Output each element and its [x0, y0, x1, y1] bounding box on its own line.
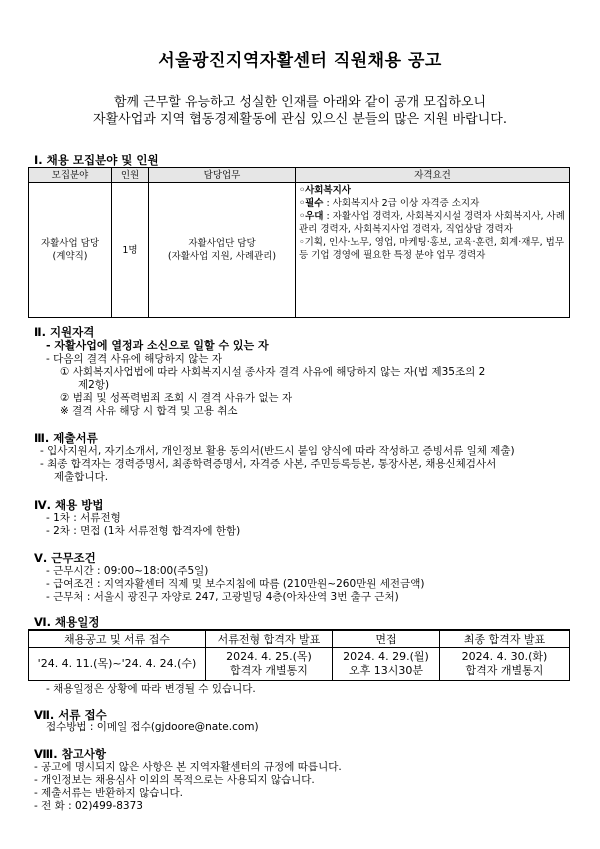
- requirements-cell: [296, 183, 570, 318]
- schedule-header-3: 면접: [333, 630, 440, 648]
- schedule-cell-1: '24. 4. 11.(목)~'24. 4. 24.(수): [29, 648, 206, 681]
- page-title: 서울광진지역자활센터 직원채용 공고: [158, 51, 442, 71]
- section-8-line-2: - 개인정보는 채용심사 이외의 목적으로는 사용되지 않습니다.: [34, 774, 315, 786]
- section-1-heading: Ⅰ. 채용 모집분야 및 인원: [34, 153, 159, 167]
- section-2-line-2: ① 사회복지사업법에 따라 사회복지시설 종사자 결격 사유에 해당하지 않는 자(법 제35조의 2: [60, 366, 486, 378]
- schedule-header-row: [29, 630, 570, 648]
- schedule-cell-4: [440, 648, 570, 681]
- section-3-line-2: - 최종 합격자는 경력증명서, 최종학력증명서, 자격증 사본, 주민등록등본, 통장사본, 채용신체검사서: [40, 458, 497, 470]
- section-5-line-1: - 근무시간 : 09:00~18:00(주5일): [46, 565, 209, 577]
- schedule-table: [28, 629, 570, 681]
- section-4-heading: Ⅳ. 채용 방법: [34, 498, 104, 512]
- section-5-line-2: - 급여조건 : 지역자활센터 직제 및 보수지침에 따름 (210만원~260만원 세전금액): [46, 578, 425, 590]
- section-8-line-3: - 제출서류는 반환하지 않습니다.: [34, 787, 183, 799]
- intro-line-2: 자활사업과 지역 협동경제활동에 관심 있으신 분들의 많은 지원 바랍니다.: [93, 112, 507, 127]
- duty-cell: [149, 183, 296, 318]
- schedule-cell-3a: 2024. 4. 29.(월): [343, 650, 429, 663]
- schedule-cell-3b: 오후 13시30분: [349, 664, 423, 677]
- section-2-sub: - 자활사업에 열정과 소신으로 일할 수 있는 자: [46, 339, 269, 352]
- schedule-cell-2b: 합격자 개별통지: [230, 664, 308, 677]
- schedule-cell-4a: 2024. 4. 30.(화): [461, 650, 548, 663]
- req-pref-text: : 자활사업 경력자, 사회복지시설 경력자 사회복지사, 사례관리 경력자, 사회복지사업 경력자, 직업상담 경력자: [299, 211, 565, 235]
- section-8-line-4: - 전 화 : 02)499-8373: [34, 800, 143, 812]
- req-must: [299, 197, 566, 210]
- field-cell: [29, 183, 112, 318]
- intro-line-1: 함께 근무할 유능하고 성실한 인재를 아래와 같이 공개 모집하오니: [113, 95, 487, 110]
- section-3-line-2b: 제출합니다.: [54, 471, 109, 483]
- req-pref: [299, 210, 566, 236]
- duty-line-1: 자활사업단 담당: [188, 238, 256, 249]
- header-requirements: 자격요건: [296, 168, 570, 183]
- section-8-line-1: - 공고에 명시되지 않은 사항은 본 지역자활센터의 규정에 따릅니다.: [34, 761, 342, 773]
- section-7-line-1: 접수방법 : 이메일 접수(gjdoore@nate.com): [46, 721, 259, 733]
- header-duty: 담당업무: [149, 168, 296, 183]
- section-2-heading: Ⅱ. 지원자격: [34, 325, 95, 339]
- table-row: [29, 183, 570, 318]
- schedule-cell-4b: 합격자 개별통지: [465, 664, 544, 677]
- section-5-line-3: - 근무처 : 서울시 광진구 자양로 247, 고광빌딩 4층(아차산역 3번 출구 근처): [46, 591, 399, 603]
- duty-line-2: (자활사업 지원, 사례관리): [167, 251, 277, 262]
- count-cell: 1명: [112, 183, 149, 318]
- schedule-header-4: 최종 합격자 발표: [440, 630, 570, 648]
- section-2-line-4: ※ 결격 사유 해당 시 합격 및 고용 취소: [60, 405, 238, 417]
- req-must-label: ◦필수: [299, 198, 324, 209]
- field-line-2: (계약직): [52, 251, 88, 262]
- req-title: ◦사회복지사: [299, 185, 351, 196]
- schedule-cell-2: [206, 648, 333, 681]
- schedule-header-2: 서류전형 합격자 발표: [206, 630, 333, 648]
- section-2-line-1: - 다음의 결격 사유에 해당하지 않는 자: [46, 353, 222, 365]
- section-4-line-1: - 1차 : 서류전형: [46, 512, 121, 524]
- schedule-row: [29, 648, 570, 681]
- schedule-cell-3: [333, 648, 440, 681]
- schedule-cell-2a: 2024. 4. 25.(목): [226, 650, 312, 663]
- section-8-heading: Ⅷ. 참고사항: [34, 747, 107, 761]
- header-field: 모집분야: [29, 168, 112, 183]
- section-6-note: - 채용일정은 상황에 따라 변경될 수 있습니다.: [46, 683, 256, 695]
- req-must-text: : 사회복지사 2급 이상 자격증 소지자: [323, 198, 480, 209]
- section-3-heading: Ⅲ. 제출서류: [34, 431, 98, 445]
- req-etc: ◦기획, 인사·노무, 영업, 마케팅·홍보, 교육·훈련, 회계·재무, 법무 등 기업 경영에 필요한 특정 분야 업무 경력자: [299, 237, 564, 261]
- schedule-header-1: 채용공고 및 서류 접수: [29, 630, 206, 648]
- section-3-line-1: - 입사지원서, 자기소개서, 개인정보 활용 동의서(반드시 붙임 양식에 따라 작성하고 증빙서류 일체 제출): [40, 445, 515, 457]
- field-line-1: 자활사업 담당: [40, 238, 100, 249]
- section-2-line-2b: 제2항): [78, 379, 110, 391]
- section-6-heading: Ⅵ. 채용일정: [34, 615, 100, 629]
- section-4-line-2: - 2차 : 면접 (1차 서류전형 합격자에 한함): [46, 525, 241, 537]
- header-count: 인원: [112, 168, 149, 183]
- table-header-row: [29, 168, 570, 183]
- recruitment-table: [28, 167, 570, 318]
- section-2-line-3: ② 범죄 및 성폭력범죄 조회 시 결격 사유가 없는 자: [60, 392, 293, 404]
- section-7-heading: Ⅶ. 서류 접수: [34, 708, 107, 722]
- req-pref-label: ◦우대: [299, 211, 324, 222]
- section-5-heading: Ⅴ. 근무조건: [34, 551, 96, 565]
- intro-text: [30, 94, 570, 128]
